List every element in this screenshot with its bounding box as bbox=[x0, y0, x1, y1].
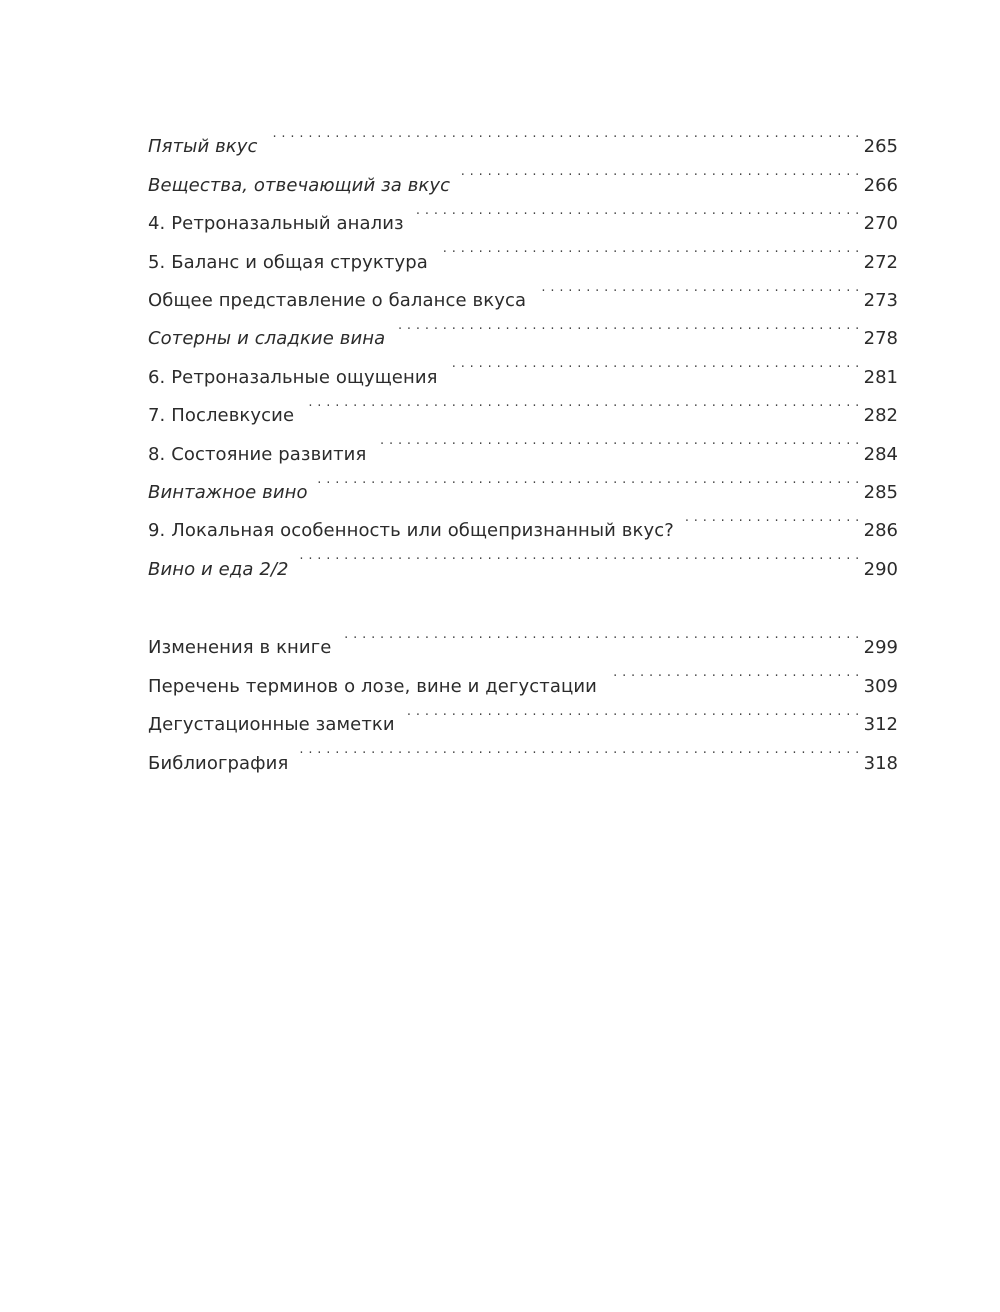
toc-entry-page: 299 bbox=[863, 637, 898, 659]
toc-entry-page: 272 bbox=[863, 251, 898, 273]
toc-dot-leader bbox=[318, 460, 860, 498]
toc-entry-page: 273 bbox=[863, 289, 898, 311]
toc-dot-leader bbox=[536, 268, 860, 306]
toc-entry-page: 318 bbox=[863, 752, 898, 774]
toc-dot-leader bbox=[405, 692, 860, 730]
toc-entry-title: Винтажное вино bbox=[148, 481, 308, 503]
toc-entry-page: 265 bbox=[863, 136, 898, 158]
toc-entry-page: 285 bbox=[863, 481, 898, 503]
toc-entry-title: 4. Ретроназальный анализ bbox=[148, 213, 404, 235]
toc-entry-title: Вино и еда 2/2 bbox=[148, 558, 289, 580]
toc-entry-page: 281 bbox=[863, 366, 898, 388]
toc-section-appendix bbox=[148, 615, 898, 774]
toc-dot-leader bbox=[298, 730, 859, 768]
toc-entry-title: Сотерны и сладкие вина bbox=[148, 328, 386, 350]
toc-entry-page: 286 bbox=[863, 520, 898, 542]
toc-entry-title: 8. Состояние развития bbox=[148, 443, 367, 465]
toc-entry-title: 6. Ретроназальные ощущения bbox=[148, 366, 438, 388]
toc-dot-leader bbox=[414, 191, 860, 229]
toc-section-main bbox=[148, 114, 898, 580]
toc-dot-leader bbox=[268, 114, 860, 152]
toc-entry-page: 282 bbox=[863, 405, 898, 427]
toc-dot-leader bbox=[448, 344, 860, 382]
toc-entry-title: 7. Послевкусие bbox=[148, 405, 295, 427]
toc-dot-leader bbox=[395, 306, 859, 344]
toc-entry-page: 278 bbox=[863, 328, 898, 350]
toc-entry-title: Вещества, отвечающий за вкус bbox=[148, 174, 451, 196]
toc-dot-leader bbox=[341, 615, 859, 653]
toc-entry-title: Изменения в книге bbox=[148, 637, 332, 659]
toc-entry-page: 309 bbox=[863, 675, 898, 697]
toc-entry-page: 290 bbox=[863, 558, 898, 580]
toc-dot-leader bbox=[304, 383, 860, 421]
toc-entry-title: Общее представление о балансе вкуса bbox=[148, 289, 527, 311]
toc-entry-page: 266 bbox=[863, 174, 898, 196]
toc-entry-title: Библиография bbox=[148, 752, 289, 774]
toc-entry-title: 9. Локальная особенность или общепризнанный вкус? bbox=[148, 520, 674, 542]
toc-dot-leader bbox=[607, 653, 860, 691]
toc-entry-page: 270 bbox=[863, 213, 898, 235]
toc-entry[interactable] bbox=[148, 615, 898, 659]
toc-dot-leader bbox=[460, 152, 860, 190]
toc-dot-leader bbox=[376, 421, 859, 459]
toc-entry-title: Дегустационные заметки bbox=[148, 714, 395, 736]
toc-dot-leader bbox=[299, 536, 860, 574]
toc-dot-leader bbox=[438, 229, 860, 267]
toc-entry-title: Перечень терминов о лозе, вине и дегустации bbox=[148, 675, 597, 697]
toc-entry-page: 284 bbox=[863, 443, 898, 465]
toc-entry-title: Пятый вкус bbox=[148, 136, 258, 158]
toc-entry-page: 312 bbox=[863, 714, 898, 736]
toc-entry[interactable] bbox=[148, 114, 898, 158]
toc-dot-leader bbox=[684, 498, 860, 536]
toc-entry-title: 5. Баланс и общая структура bbox=[148, 251, 428, 273]
